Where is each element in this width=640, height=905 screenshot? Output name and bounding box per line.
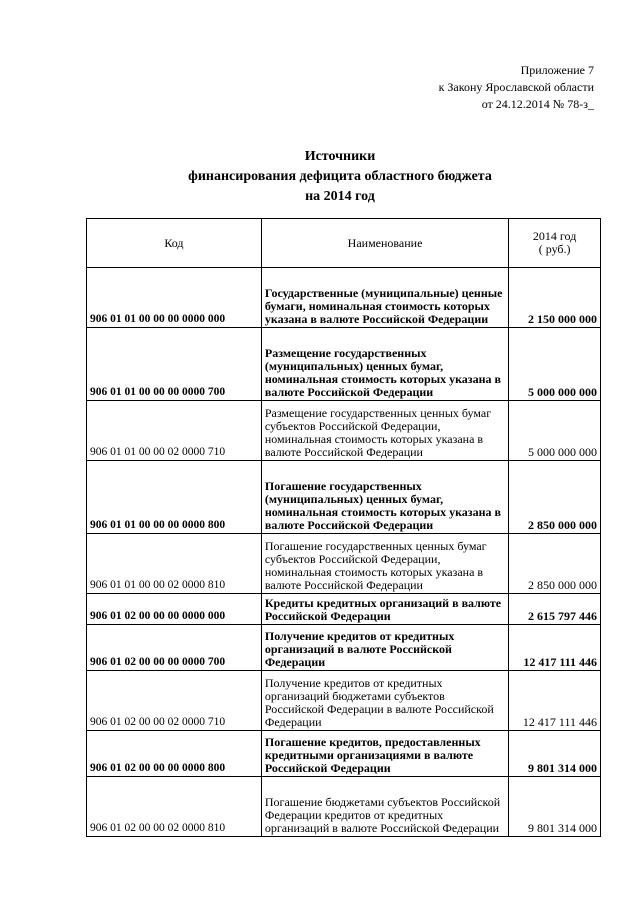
row-name: Погашение государственных (муниципальных) ценных бумаг, номинальная стоимость которых указана в валюте Российской Федерации: [261, 461, 508, 534]
row-code: 906 01 02 00 00 00 0000 800: [87, 731, 262, 777]
table-row: [87, 461, 601, 534]
document-title: [0, 147, 640, 207]
table-row: [87, 594, 601, 625]
row-amount: 2 850 000 000: [509, 461, 601, 534]
header-amount: [509, 219, 601, 268]
row-code: 906 01 02 00 00 00 0000 000: [87, 594, 262, 625]
row-amount: 9 801 314 000: [509, 777, 601, 837]
table-header-row: [87, 219, 601, 268]
header-name: Наименование: [261, 219, 508, 268]
title-line-1: Источники: [304, 149, 376, 164]
appendix-date: от 24.12.2014 № 78-з_: [481, 97, 594, 111]
appendix-law: к Закону Ярославской области: [438, 80, 594, 94]
row-name: Погашение бюджетами субъектов Российской Федерации кредитов от кредитных организаций в валюте Российской Федерации: [261, 777, 508, 837]
row-amount: 5 000 000 000: [509, 328, 601, 401]
row-amount: 5 000 000 000: [509, 401, 601, 461]
row-name: Получение кредитов от кредитных организаций в валюте Российской Федерации: [261, 625, 508, 671]
table-row: [87, 671, 601, 731]
table-row: [87, 268, 601, 328]
row-name: Получение кредитов от кредитных организаций бюджетами субъектов Российской Федерации в валюте Российской Федерации: [261, 671, 508, 731]
table-row: [87, 401, 601, 461]
row-name: Размещение государственных ценных бумаг субъектов Российской Федерации, номинальная стоимость которых указана в валюте Российской Федерации: [261, 401, 508, 461]
table-row: [87, 625, 601, 671]
sources-table: [86, 218, 601, 837]
row-name: Погашение государственных ценных бумаг субъектов Российской Федерации, номинальная стоимость которых указана в валюте Российской Федерации: [261, 534, 508, 594]
row-name: Погашение кредитов, предоставленных кредитными организациями в валюте Российской Федерации: [261, 731, 508, 777]
row-amount: 9 801 314 000: [509, 731, 601, 777]
row-name: Размещение государственных (муниципальных) ценных бумаг, номинальная стоимость которых указана в валюте Российской Федерации: [261, 328, 508, 401]
header-code: Код: [87, 219, 262, 268]
row-code: 906 01 01 00 00 02 0000 710: [87, 401, 262, 461]
table-row: [87, 731, 601, 777]
table-row: [87, 777, 601, 837]
title-line-3: на 2014 год: [305, 189, 375, 204]
row-code: 906 01 01 00 00 00 0000 800: [87, 461, 262, 534]
row-code: 906 01 02 00 00 02 0000 810: [87, 777, 262, 837]
row-code: 906 01 01 00 00 02 0000 810: [87, 534, 262, 594]
row-amount: 2 850 000 000: [509, 534, 601, 594]
row-amount: 12 417 111 446: [509, 625, 601, 671]
table-row: [87, 534, 601, 594]
row-amount: 12 417 111 446: [509, 671, 601, 731]
header-amount-unit: ( руб.): [538, 242, 571, 256]
row-name: Государственные (муниципальные) ценные бумаги, номинальная стоимость которых указана в валюте Российской Федерации: [261, 268, 508, 328]
row-code: 906 01 02 00 00 02 0000 710: [87, 671, 262, 731]
row-code: 906 01 01 00 00 00 0000 000: [87, 268, 262, 328]
appendix-number: Приложение 7: [520, 63, 594, 77]
row-code: 906 01 02 00 00 00 0000 700: [87, 625, 262, 671]
row-amount: 2 150 000 000: [509, 268, 601, 328]
row-code: 906 01 01 00 00 00 0000 700: [87, 328, 262, 401]
header-amount-year: 2014 год: [532, 229, 577, 243]
row-name: Кредиты кредитных организаций в валюте Российской Федерации: [261, 594, 508, 625]
title-line-2: финансирования дефицита областного бюджета: [188, 169, 492, 184]
table-row: [87, 328, 601, 401]
appendix-header: [439, 62, 594, 113]
row-amount: 2 615 797 446: [509, 594, 601, 625]
